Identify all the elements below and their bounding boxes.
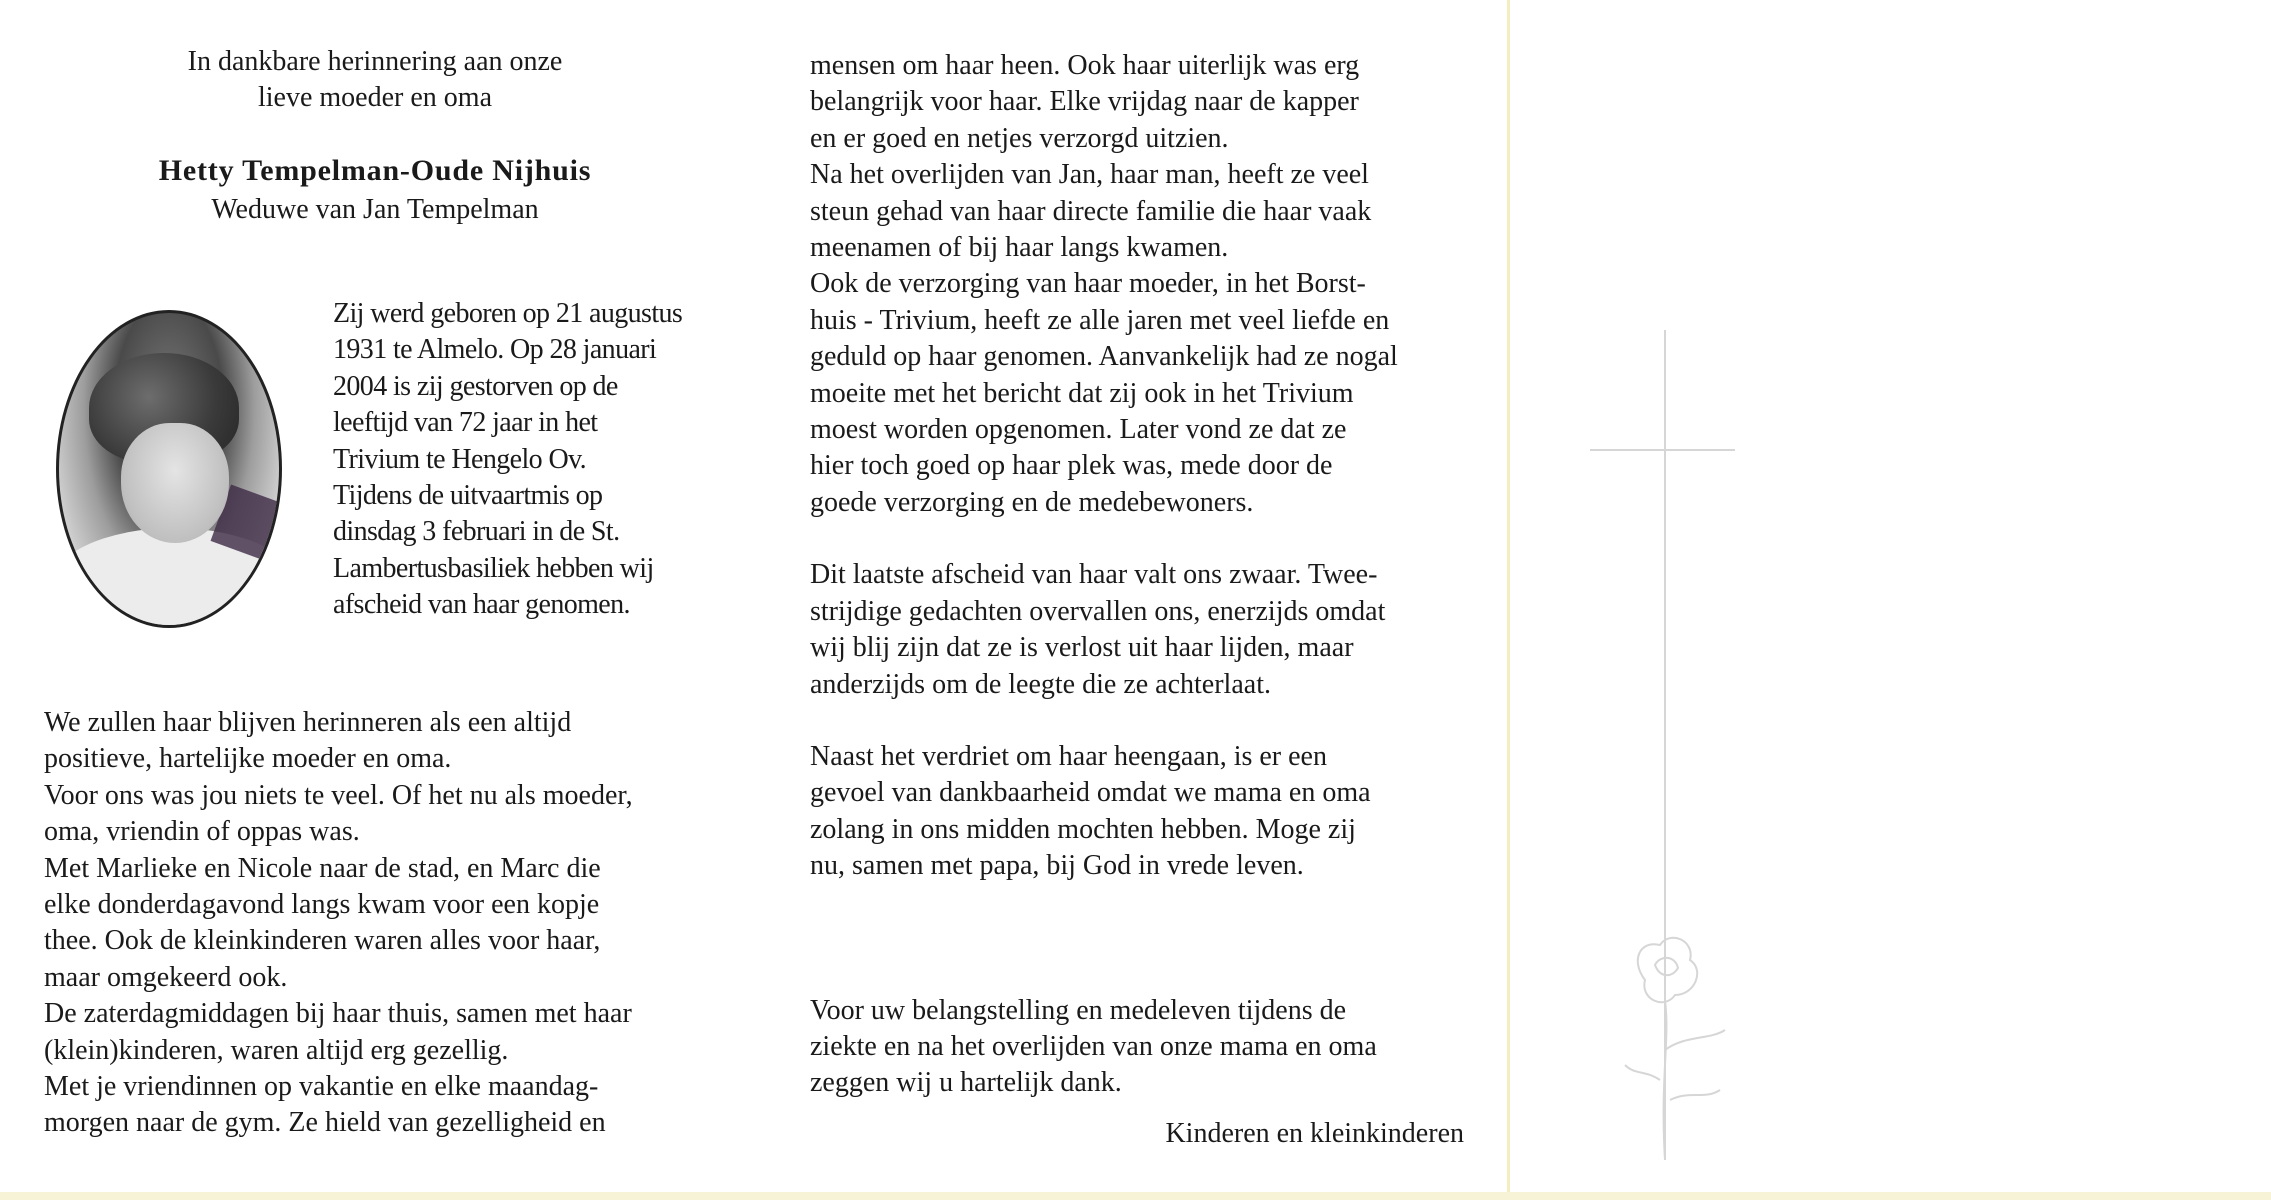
text-line: hier toch goed op haar plek was, mede door de: [810, 450, 1333, 482]
text-line: morgen naar de gym. Ze hield van gezelligheid en: [44, 1107, 606, 1139]
text-line: en er goed en netjes verzorgd uitzien.: [810, 122, 1229, 154]
text-line: moest worden opgenomen. Later vond ze dat ze: [810, 414, 1347, 446]
text-line: meenamen of bij haar langs kwamen.: [810, 232, 1229, 264]
text-line: oma, vriendin of oppas was.: [44, 816, 360, 848]
text-line: Naast het verdriet om haar heengaan, is er een: [810, 740, 1327, 772]
intro-line-2: lieve moeder en oma: [257, 82, 492, 113]
bio-line: Zij werd geboren op 21 augustus: [333, 298, 683, 329]
card-edge: [0, 1192, 2271, 1200]
text-line: De zaterdagmiddagen bij haar thuis, samen met haar: [44, 998, 632, 1030]
text-line: maar omgekeerd ook.: [44, 961, 288, 993]
text-line: We zullen haar blijven herinneren als een altijd: [44, 707, 572, 738]
text-line: mensen om haar heen. Ook haar uiterlijk was erg: [810, 50, 1360, 81]
text-line: steun gehad van haar directe familie die haar vaak: [810, 195, 1372, 227]
text-line: Ook de verzorging van haar moeder, in het Borst-: [810, 268, 1366, 300]
text-line: Dit laatste afscheid van haar valt ons zwaar. Twee-: [810, 559, 1378, 591]
text-line: elke donderdagavond langs kwam voor een kopje: [44, 889, 600, 921]
fold-line: [1507, 0, 1510, 1200]
text-line: thee. Ook de kleinkinderen waren alles voor haar,: [44, 925, 601, 957]
bio-paragraph: [333, 296, 701, 624]
bio-line: afscheid van haar genomen.: [333, 589, 630, 621]
text-line: strijdige gedachten overvallen ons, enerzijds omdat: [810, 595, 1386, 627]
text-line: gevoel van dankbaarheid omdat we mama en oma: [810, 777, 1371, 809]
intro-text: [100, 44, 650, 116]
text-line: huis - Trivium, heeft ze alle jaren met veel liefde en: [810, 304, 1390, 336]
intro-line-1: In dankbare herinnering aan onze: [187, 46, 563, 77]
bio-line: dinsdag 3 februari in de St.: [333, 516, 620, 548]
bio-line: Lambertusbasiliek hebben wij: [333, 552, 654, 584]
text-line: Na het overlijden van Jan, haar man, heeft ze veel: [810, 159, 1369, 191]
bio-line: Tijdens de uitvaartmis op: [333, 480, 603, 512]
bio-line: 2004 is zij gestorven op de: [333, 370, 618, 402]
text-line: nu, samen met papa, bij God in vrede leven.: [810, 850, 1304, 882]
text-line: Met Marlieke en Nicole naar de stad, en Marc die: [44, 852, 601, 884]
bio-line: leeftijd van 72 jaar in het: [333, 407, 598, 439]
text-line: ziekte en na het overlijden van onze mama en oma: [810, 1030, 1377, 1062]
portrait-photo: [56, 310, 282, 628]
text-line: geduld op haar genomen. Aanvankelijk had ze nogal: [810, 341, 1398, 373]
deceased-name: Hetty Tempelman-Oude Nijhuis: [158, 154, 592, 187]
text-line: goede verzorging en de medebewoners.: [810, 486, 1254, 518]
text-line: wij blij zijn dat ze is verlost uit haar lijden, maar: [810, 632, 1354, 664]
left-paragraph: [44, 705, 702, 1142]
signature: Kinderen en kleinkinderen: [1165, 1118, 1464, 1149]
text-line: anderzijds om de leegte die ze achterlaat.: [810, 668, 1271, 700]
deceased-subtitle: Weduwe van Jan Tempelman: [211, 194, 539, 225]
embossed-cross-with-rose-icon: [1560, 300, 1760, 1180]
text-line: positieve, hartelijke moeder en oma.: [44, 743, 452, 775]
text-line: (klein)kinderen, waren altijd erg gezellig.: [44, 1034, 509, 1066]
bio-line: 1931 te Almelo. Op 28 januari: [333, 334, 657, 366]
middle-column: [810, 48, 1464, 1102]
text-line: Voor uw belangstelling en medeleven tijdens de: [810, 994, 1347, 1026]
text-line: zeggen wij u hartelijk dank.: [810, 1067, 1122, 1099]
text-line: Met je vriendinnen op vakantie en elke maandag-: [44, 1071, 599, 1103]
bio-line: Trivium te Hengelo Ov.: [333, 443, 587, 475]
text-line: moeite met het bericht dat zij ook in het Trivium: [810, 377, 1354, 409]
text-line: belangrijk voor haar. Elke vrijdag naar de kapper: [810, 86, 1359, 118]
text-line: zolang in ons midden mochten hebben. Moge zij: [810, 813, 1356, 845]
text-line: Voor ons was jou niets te veel. Of het nu als moeder,: [44, 779, 633, 811]
